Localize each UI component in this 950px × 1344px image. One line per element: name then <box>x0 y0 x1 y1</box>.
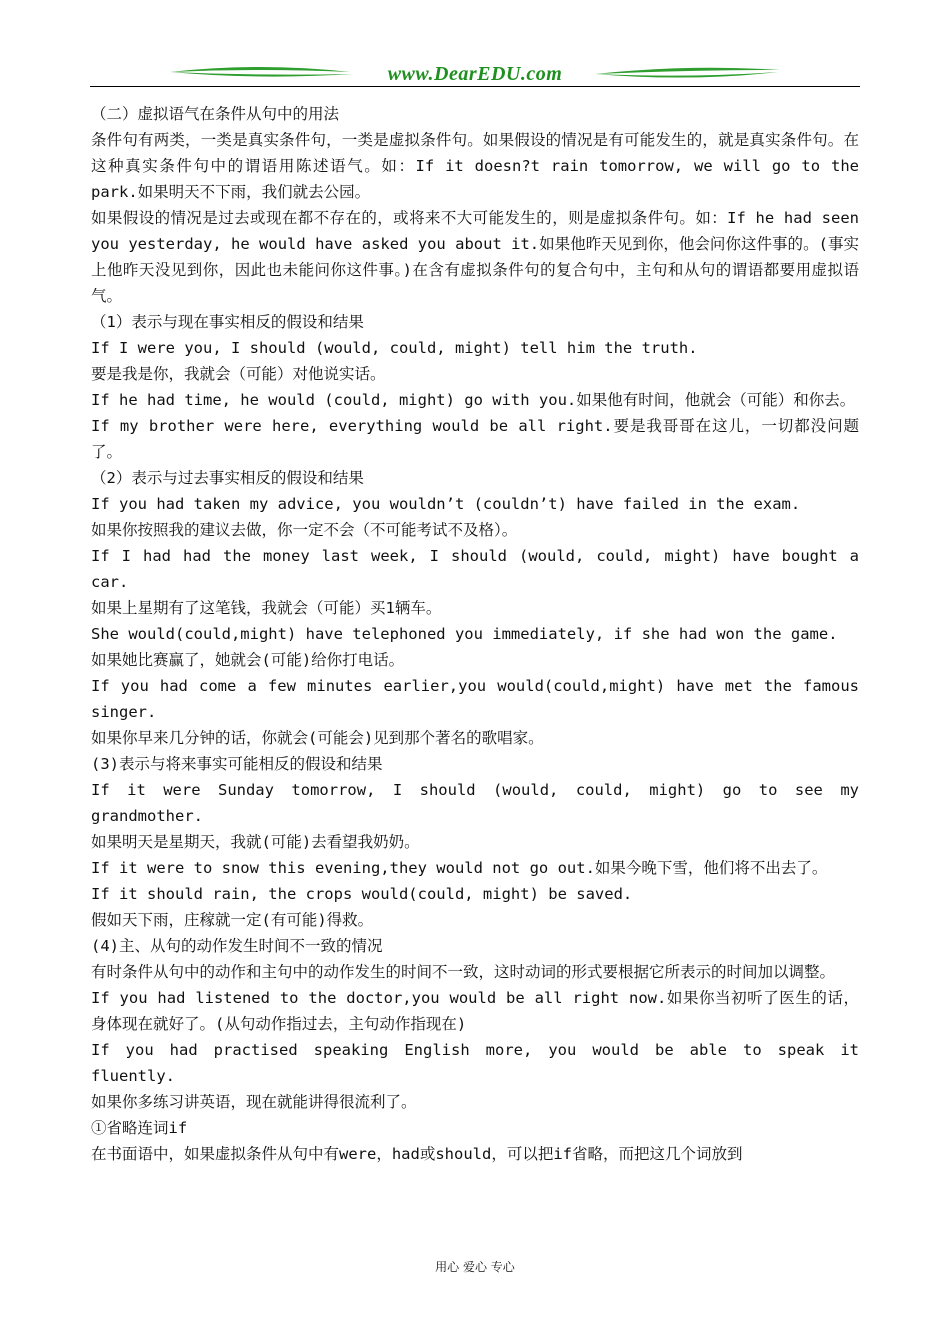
subheading: (3)表示与将来事实可能相反的假设和结果 <box>91 755 383 773</box>
example-sentence: If you had taken my advice, you wouldn’t (couldn’t) have failed in the exam. <box>91 495 801 513</box>
page-header <box>90 60 860 90</box>
example-sentence: If you had listened to the doctor,you would be all right now.如果你当初听了医生的话，身体现在就好了。(从句动作指过去，主句动作指现在) <box>91 989 859 1033</box>
example-sentence: If you had come a few minutes earlier,you would(could,might) have met the famous singer. <box>91 677 859 721</box>
paragraph: 如果假设的情况是过去或现在都不存在的，或将来不大可能发生的，则是虚拟条件句。如：If he had seen you yesterday, he would have asked you about it.如果他昨天见到你，他会问你这件事的。(事实上他昨天没见到你，因此也未能问你这件事。)在含有虚拟条件句的复合句中，主句和从句的谓语都要用虚拟语气。 <box>91 209 859 305</box>
section-heading: （二）虚拟语气在条件从句中的用法 <box>91 105 340 123</box>
subheading: （2）表示与过去事实相反的假设和结果 <box>91 469 364 487</box>
example-translation: 如果你多练习讲英语，现在就能讲得很流利了。 <box>91 1093 417 1111</box>
subheading: (4)主、从句的动作发生时间不一致的情况 <box>91 937 383 955</box>
example-translation: 如果你早来几分钟的话，你就会(可能会)见到那个著名的歌唱家。 <box>91 729 544 747</box>
example-translation: 如果明天是星期天，我就(可能)去看望我奶奶。 <box>91 833 420 851</box>
example-sentence: If I were you, I should (would, could, might) tell him the truth. <box>91 339 698 357</box>
document-body <box>91 101 859 1167</box>
paragraph: 条件句有两类，一类是真实条件句，一类是虚拟条件句。如果假设的情况是有可能发生的，就是真实条件句。在这种真实条件句中的谓语用陈述语气。如：If it doesn?t rain tomorrow, we will go to the park.如果明天不下雨，我们就去公园。 <box>91 131 859 201</box>
example-sentence: If it were Sunday tomorrow, I should (would, could, might) go to see my grandmother. <box>91 781 859 825</box>
example-sentence: If I had had the money last week, I should (would, could, might) have bought a car. <box>91 547 859 591</box>
header-divider <box>90 86 860 87</box>
subheading: （1）表示与现在事实相反的假设和结果 <box>91 313 364 331</box>
example-translation: 要是我是你，我就会（可能）对他说实话。 <box>91 365 386 383</box>
example-translation: 如果她比赛赢了，她就会(可能)给你打电话。 <box>91 651 405 669</box>
example-sentence: If you had practised speaking English more, you would be able to speak it fluently. <box>91 1041 859 1085</box>
paragraph: 在书面语中，如果虚拟条件从句中有were，had或should，可以把if省略，而把这几个词放到 <box>91 1145 743 1163</box>
site-logo-text: www.DearEDU.com <box>387 63 563 85</box>
example-sentence: If he had time, he would (could, might) go with you.如果他有时间，他就会（可能）和你去。 <box>91 391 856 409</box>
example-translation: 如果上星期有了这笔钱，我就会（可能）买1辆车。 <box>91 599 442 617</box>
example-sentence: She would(could,might) have telephoned you immediately, if she had won the game. <box>91 625 838 643</box>
example-sentence: If it should rain, the crops would(could, might) be saved. <box>91 885 633 903</box>
subheading: ①省略连词if <box>91 1119 188 1137</box>
example-sentence: If it were to snow this evening,they would not go out.如果今晚下雪，他们将不出去了。 <box>91 859 828 877</box>
example-translation: 如果你按照我的建议去做，你一定不会（不可能考试不及格）。 <box>91 521 518 539</box>
paragraph: 有时条件从句中的动作和主句中的动作发生的时间不一致，这时动词的形式要根据它所表示的时间加以调整。 <box>91 963 836 981</box>
example-sentence: If my brother were here, everything would be all right.要是我哥哥在这儿，一切都没问题了。 <box>91 417 859 461</box>
page-footer: 用心 爱心 专心 <box>435 1260 515 1274</box>
example-translation: 假如天下雨，庄稼就一定(有可能)得救。 <box>91 911 374 929</box>
